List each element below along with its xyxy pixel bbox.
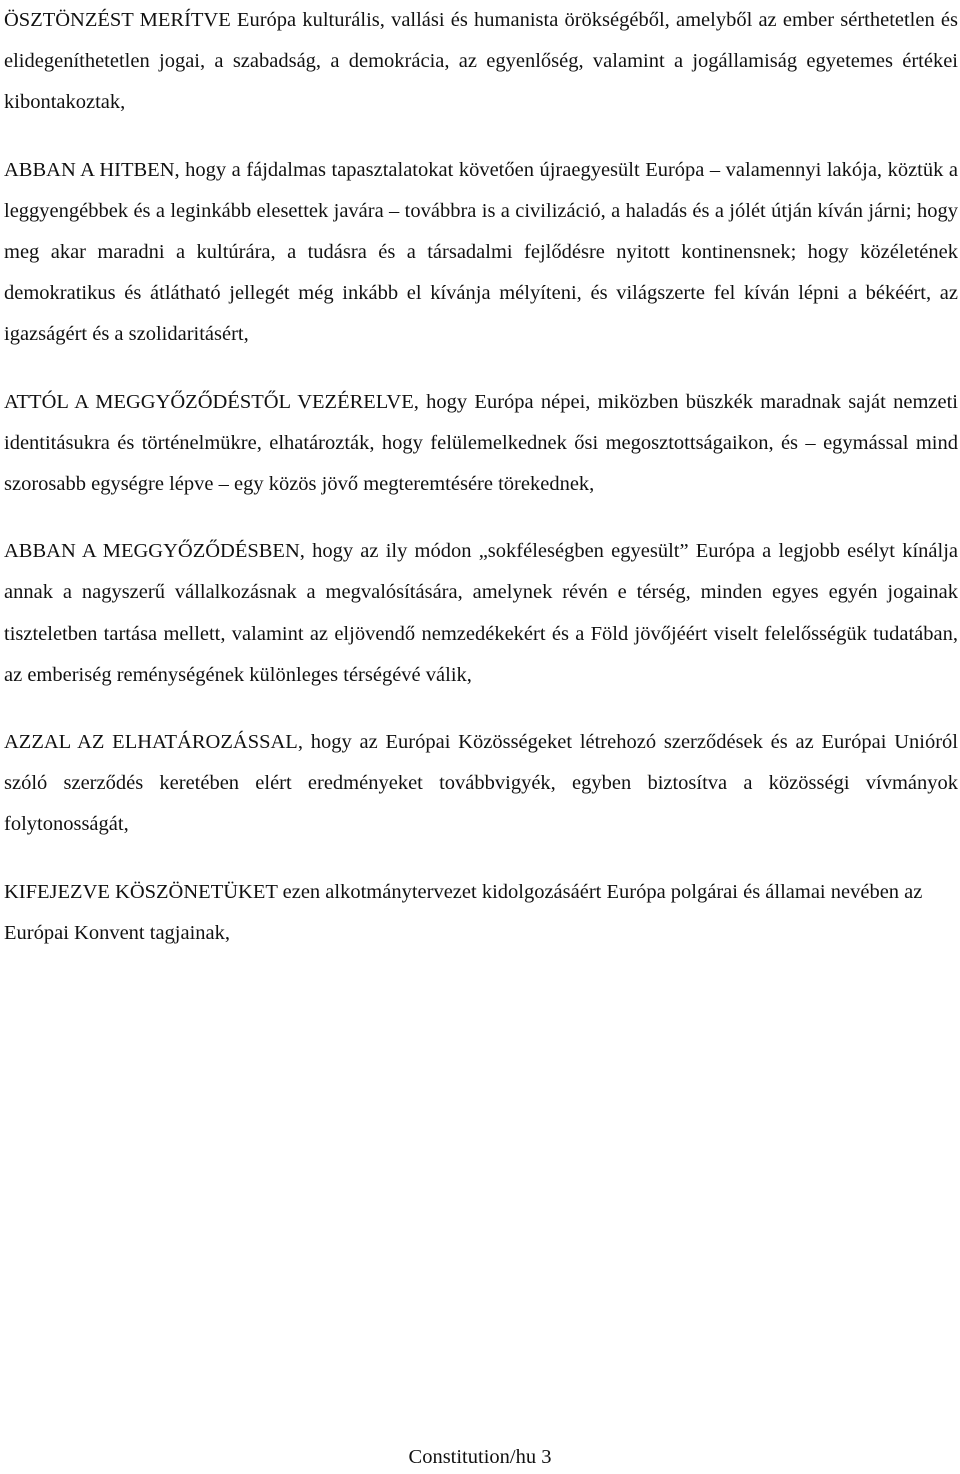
preamble-paragraph-4 [4, 531, 958, 696]
preamble-paragraph-2 [4, 150, 958, 356]
paragraph-text: hogy Európa népei, miközben büszkék maradnak saját nemzeti identitásukra és történelmükre, elhatározták, hogy felülemelkednek ősi megosztottságaikon, és – egymással mind szorosabb egységre lépve – egy közös jövő megteremtésére törekednek, [4, 390, 959, 496]
paragraph-lead: ÖSZTÖNZÉST MERÍTVE [4, 9, 231, 31]
paragraph-lead: ATTÓL A MEGGYŐZŐDÉSTŐL VEZÉRELVE, [4, 390, 419, 413]
preamble-paragraph-5 [4, 722, 958, 846]
preamble-paragraph-1 [4, 0, 958, 124]
preamble-paragraph-3 [4, 382, 958, 506]
paragraph-text: ezen alkotmánytervezet kidolgozásáért Európa polgárai és államai nevében az Európai Konvent tagjainak, [4, 880, 923, 944]
preamble-paragraph-6 [4, 872, 958, 954]
paragraph-lead: ABBAN A MEGGYŐZŐDÉSBEN, [4, 540, 305, 563]
paragraph-text: hogy az ily módon „sokféleségben egyesült” Európa a legjobb esélyt kínálja annak a nagyszerű vállalkozásnak a megvalósítására, amelynek révén e térség, minden egyes egyén jogainak tiszteletben tartása mellett, valamint az eljövendő nemzedékekért és a Föld jövőjéért viselt felelősségük tudatában, az emberiség reménységének különleges térségévé válik, [4, 540, 958, 686]
paragraph-lead: ABBAN A HITBEN, [4, 158, 180, 181]
paragraph-lead: AZZAL AZ ELHATÁROZÁSSAL, [4, 731, 303, 754]
paragraph-lead: KIFEJEZVE KÖSZÖNETÜKET [4, 880, 278, 903]
document-page [4, 0, 958, 954]
paragraph-text: hogy a fájdalmas tapasztalatokat követően újraegyesült Európa – valamennyi lakója, köztük a leggyengébbek és a leginkább elesettek javára – továbbra is a civilizáció, a haladás és a jólét útján kíván járni; hogy meg akar maradni a kultúrára, a tudásra és a társadalmi fejlődésre nyitott kontinensnek; hogy közéletének demokratikus és átlátható jellegét még inkább el kívánja mélyíteni, és világszerte fel kíván lépni a békéért, az igazságért és a szolidaritásért, [4, 158, 958, 346]
page-number-label: Constitution/hu 3 [408, 1446, 552, 1468]
paragraph-text: Európa kulturális, vallási és humanista örökségéből, amelyből az ember sérthetetlen és elidegeníthetetlen jogai, a szabadság, a demokrácia, az egyenlőség, valamint a jogállamiság egyetemes értékei kibontakoztak, [4, 9, 958, 114]
page-footer [0, 1443, 960, 1471]
paragraph-text: hogy az Európai Közösségeket létrehozó szerződések és az Európai Unióról szóló szerződés keretében elért eredményeket továbbvigyék, egyben biztosítva a közösségi vívmányok folytonosságát, [4, 731, 958, 836]
